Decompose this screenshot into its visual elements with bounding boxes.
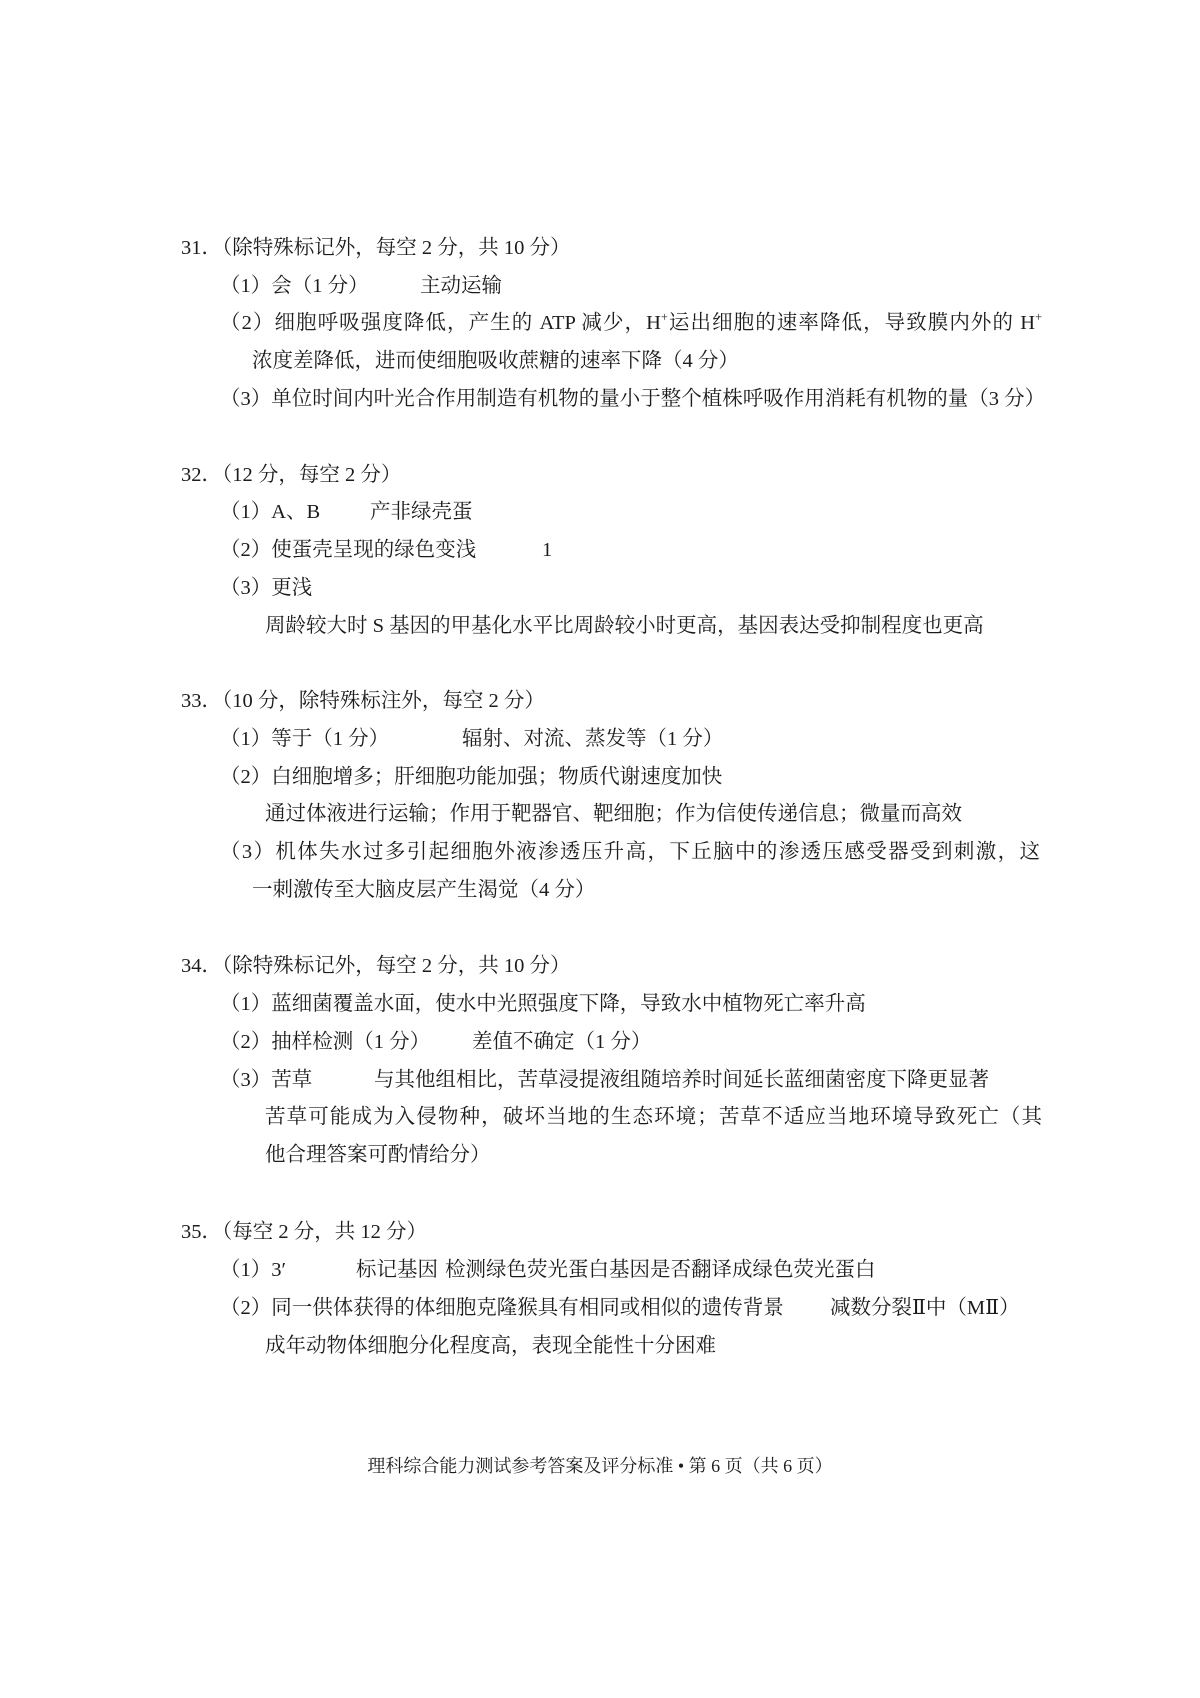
answer-35-2-blank-3: 成年动物体细胞分化程度高，表现全能性十分困难 [265,1335,716,1357]
question-34-title: 34．（除特殊标记外，每空 2 分，共 10 分） [181,955,571,977]
answer-33-1: （1）等于（1 分） [220,728,390,750]
question-35-title: 35．（每空 2 分，共 12 分） [181,1221,427,1243]
answer-32-2: （2）使蛋壳呈现的绿色变浅 [220,539,477,561]
answer-31-1-blank-2: 主动运输 [420,275,502,297]
answer-31-2 [220,309,1042,337]
answer-33-2-blank-2: 通过体液进行运输；作用于靶器官、靶细胞；作为信使传递信息；微量而高效 [265,803,962,825]
answer-34-3: （3）苦草 [220,1069,313,1091]
question-33-title: 33．（10 分，除特殊标注外，每空 2 分） [181,690,545,712]
answer-32-1-blank-2: 产非绿壳蛋 [370,501,473,523]
answer-34-1: （1）蓝细菌覆盖水面，使水中光照强度下降，导致水中植物死亡率升高 [220,993,866,1015]
answer-32-1: （1）A、B [220,501,321,523]
answer-33-1-blank-2: 辐射、对流、蒸发等（1 分） [462,728,724,750]
answer-35-1-blank-2: 标记基因 [356,1259,438,1281]
question-32-title: 32．（12 分，每空 2 分） [181,464,402,486]
superscript-plus: + [660,310,668,325]
question-31-title: 31．（除特殊标记外，每空 2 分，共 10 分） [181,237,571,259]
answer-32-3-blank-2: 周龄较大时 S 基因的甲基化水平比周龄较小时更高，基因表达受抑制程度也更高 [265,615,984,637]
answer-35-1: （1）3′ [220,1259,286,1281]
answer-31-2-text-a: （2）细胞呼吸强度降低，产生的 ATP 减少，H [220,312,661,334]
answer-31-2-continued: 浓度差降低，进而使细胞吸收蔗糖的速率下降（4 分） [252,350,739,372]
answer-35-2: （2）同一供体获得的体细胞克隆猴具有相同或相似的遗传背景 [220,1297,784,1319]
answer-31-2-text-b: 运出细胞的速率降低，导致膜内外的 H [667,312,1036,334]
answer-34-2-blank-2: 差值不确定（1 分） [472,1031,652,1053]
superscript-plus: + [1035,310,1042,325]
answer-34-3-blank-3: 苦草可能成为入侵物种，破坏当地的生态环境；苦草不适应当地环境导致死亡（其 [265,1106,1042,1128]
answer-34-3-blank-2: 与其他组相比，苦草浸提液组随培养时间延长蓝细菌密度下降更显著 [374,1069,989,1091]
answer-33-2: （2）白细胞增多；肝细胞功能加强；物质代谢速度加快 [220,766,723,788]
answer-35-2-blank-2: 减数分裂Ⅱ中（MⅡ） [830,1297,1020,1319]
answer-35-1-blank-3: 检测绿色荧光蛋白基因是否翻译成绿色荧光蛋白 [445,1259,876,1281]
answer-33-3: （3）机体失水过多引起细胞外液渗透压升高，下丘脑中的渗透压感受器受到刺激，这 [220,841,1040,863]
answer-31-3: （3）单位时间内叶光合作用制造有机物的量小于整个植株呼吸作用消耗有机物的量（3 分） [220,388,1046,410]
answer-33-3-continued: 一刺激传至大脑皮层产生渴觉（4 分） [252,879,596,901]
answer-34-2: （2）抽样检测（1 分） [220,1031,431,1053]
answer-32-3: （3）更浅 [220,577,313,599]
answer-34-3-continued: 他合理答案可酌情给分） [265,1144,491,1166]
page-footer: 理科综合能力测试参考答案及评分标准 • 第 6 页（共 6 页） [367,1456,833,1476]
answer-32-2-blank-2: 1 [542,539,553,561]
answer-31-1: （1）会（1 分） [220,275,369,297]
